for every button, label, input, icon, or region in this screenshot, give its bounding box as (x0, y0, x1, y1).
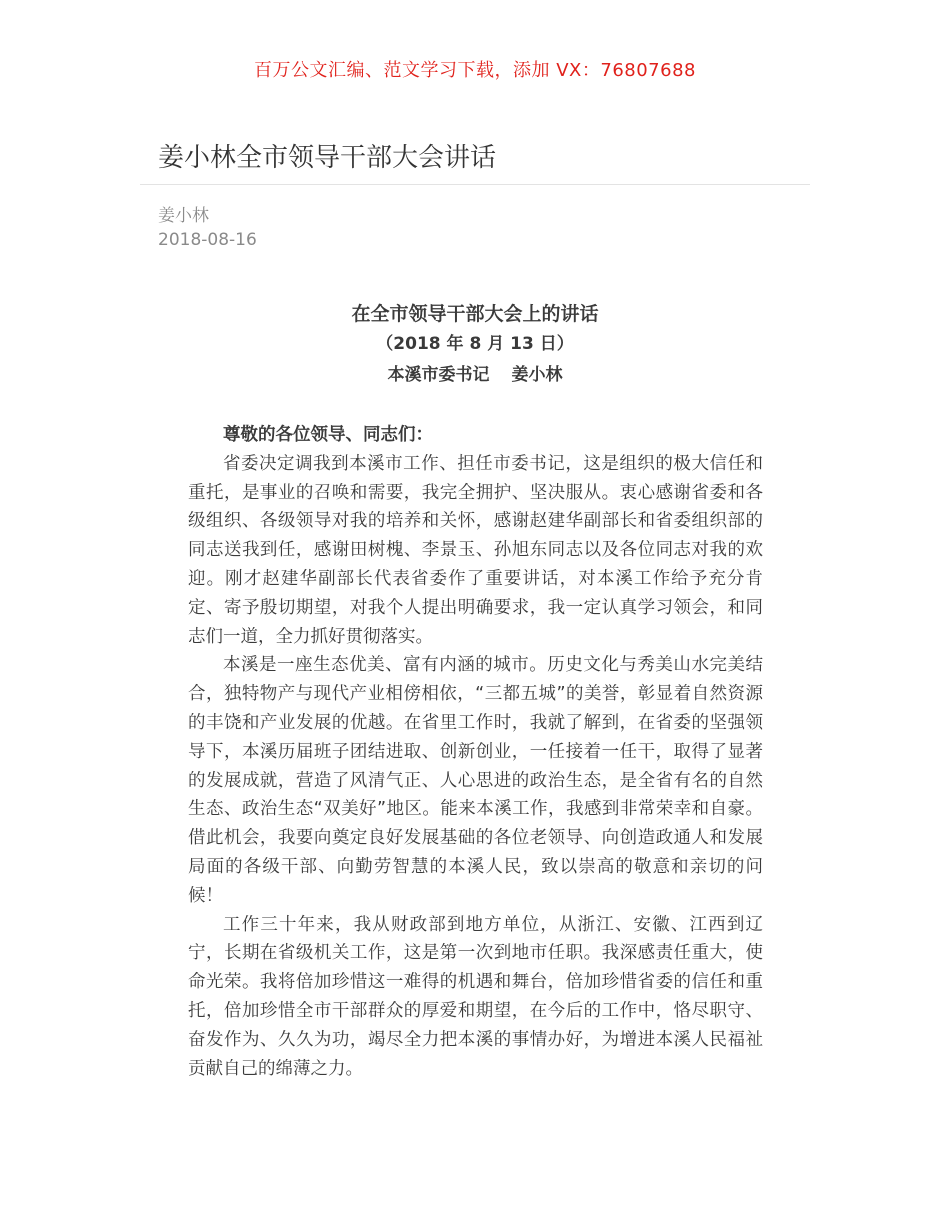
promo-banner: 百万公文汇编、范文学习下载，添加 VX：76807688 (254, 60, 696, 81)
paragraph: 省委决定调我到本溪市工作、担任市委书记，这是组织的极大信任和重托，是事业的召唤和需要，我完全拥护、坚决服从。衷心感谢省委和各级组织、各级领导对我的培养和关怀，感谢赵建华副部长和省委组织部的同志送我到任，感谢田树槐、李景玉、孙旭东同志以及各位同志对我的欢迎。刚才赵建华副部长代表省委作了重要讲话，对本溪工作给予充分肯定、寄予殷切期望，对我个人提出明确要求，我一定认真学习领会，和同志们一道，全力抓好贯彻落实。 (188, 453, 763, 647)
speaker-name: 姜小林 (511, 365, 563, 385)
speaker-line (0, 360, 950, 391)
paragraph: 工作三十年来，我从财政部到地方单位，从浙江、安徽、江西到辽宁，长期在省级机关工作，这是第一次到地市任职。我深感责任重大，使命光荣。我将倍加珍惜这一难得的机遇和舞台，倍加珍惜省委的信任和重托，倍加珍惜全市干部群众的厚爱和期望，在今后的工作中，恪尽职守、奋发作为、久久为功，竭尽全力把本溪的事情办好，为增进本溪人民福祉贡献自己的绵薄之力。 (188, 914, 763, 1079)
speech-date: （2018 年 8 月 13 日） (376, 334, 574, 354)
paragraph: 本溪是一座生态优美、富有内涵的城市。历史文化与秀美山水完美结合，独特物产与现代产业相傍相依，“三都五城”的美誉，彰显着自然资源的丰饶和产业发展的优越。在省里工作时，我就了解到，在省委的坚强领导下，本溪历届班子团结进取、创新创业，一任接着一任干，取得了显著的发展成就，营造了风清气正、人心思进的政治生态，是全省有名的自然生态、政治生态“双美好”地区。能来本溪工作，我感到非常荣幸和自豪。借此机会，我要向奠定良好发展基础的各位老领导、向创造政通人和发展局面的各级干部、向勤劳智慧的本溪人民，致以崇高的敬意和亲切的问候！ (188, 655, 763, 906)
speaker-role: 本溪市委书记 (387, 365, 490, 385)
article-meta (158, 204, 257, 252)
speech-heading: 在全市领导干部大会上的讲话 (351, 303, 599, 325)
author-name: 姜小林 (158, 206, 209, 226)
title-divider (140, 184, 810, 185)
article-title: 姜小林全市领导干部大会讲话 (158, 143, 497, 173)
speech-body (188, 421, 763, 1083)
speech-header (0, 299, 950, 391)
salutation: 尊敬的各位领导、同志们： (223, 425, 433, 445)
publish-date: 2018-08-16 (158, 230, 257, 250)
